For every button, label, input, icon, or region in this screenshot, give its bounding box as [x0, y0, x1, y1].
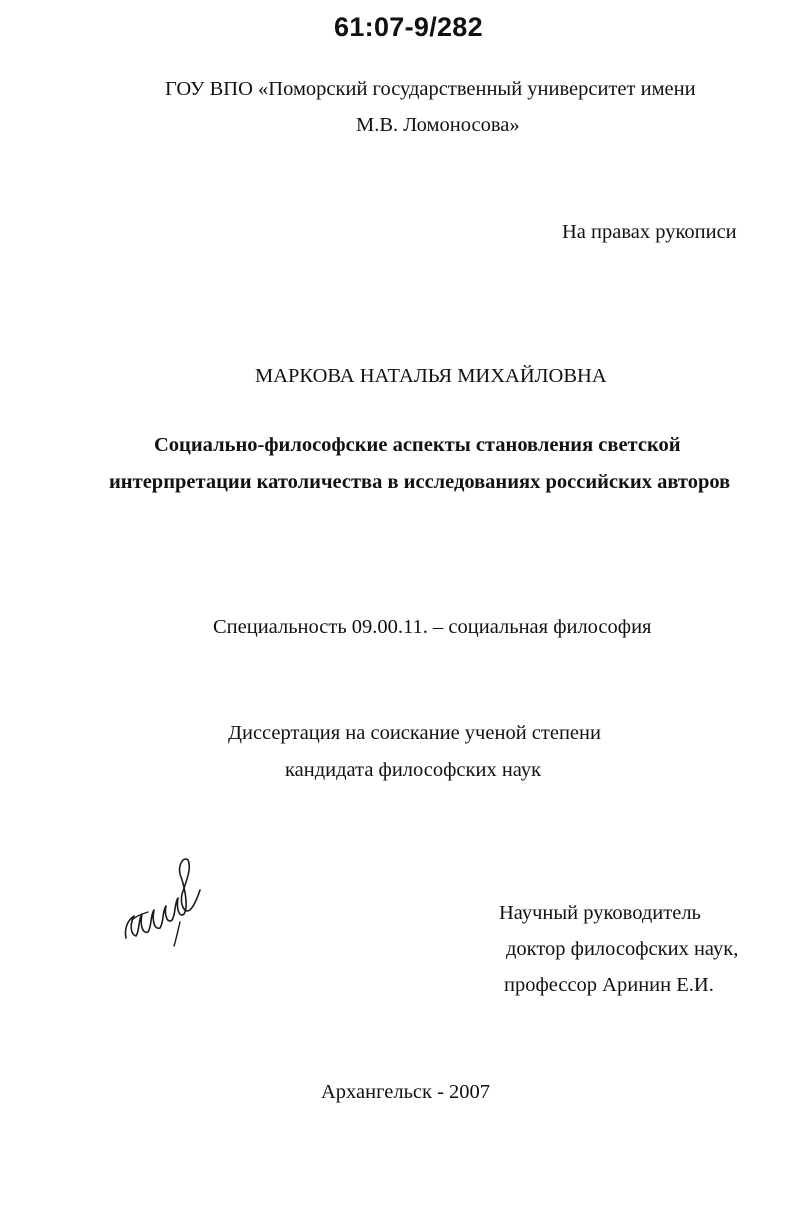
supervisor-name: профессор Аринин Е.И.	[504, 974, 714, 996]
supervisor-label: Научный руководитель	[499, 902, 701, 924]
manuscript-rights: На правах рукописи	[562, 221, 737, 243]
dissertation-title-line-2: интерпретации католичества в исследованиях российских авторов	[109, 471, 731, 493]
signature-icon	[118, 850, 202, 950]
specialty: Специальность 09.00.11. – социальная философия	[213, 616, 652, 638]
dissertation-title-line-1: Социально-философские аспекты становления светской	[154, 434, 681, 456]
degree-line-2: кандидата философских наук	[285, 759, 542, 781]
archive-code: 61:07-9/282	[334, 12, 483, 42]
city-year: Архангельск - 2007	[321, 1081, 491, 1103]
supervisor-degree: доктор философских наук,	[506, 938, 739, 960]
author-name: МАРКОВА НАТАЛЬЯ МИХАЙЛОВНА	[255, 365, 607, 387]
degree-line-1: Диссертация на соискание ученой степени	[228, 722, 601, 744]
institution-line-1: ГОУ ВПО «Поморский государственный университет имени	[165, 78, 696, 100]
institution-line-2: М.В. Ломоносова»	[356, 114, 520, 136]
